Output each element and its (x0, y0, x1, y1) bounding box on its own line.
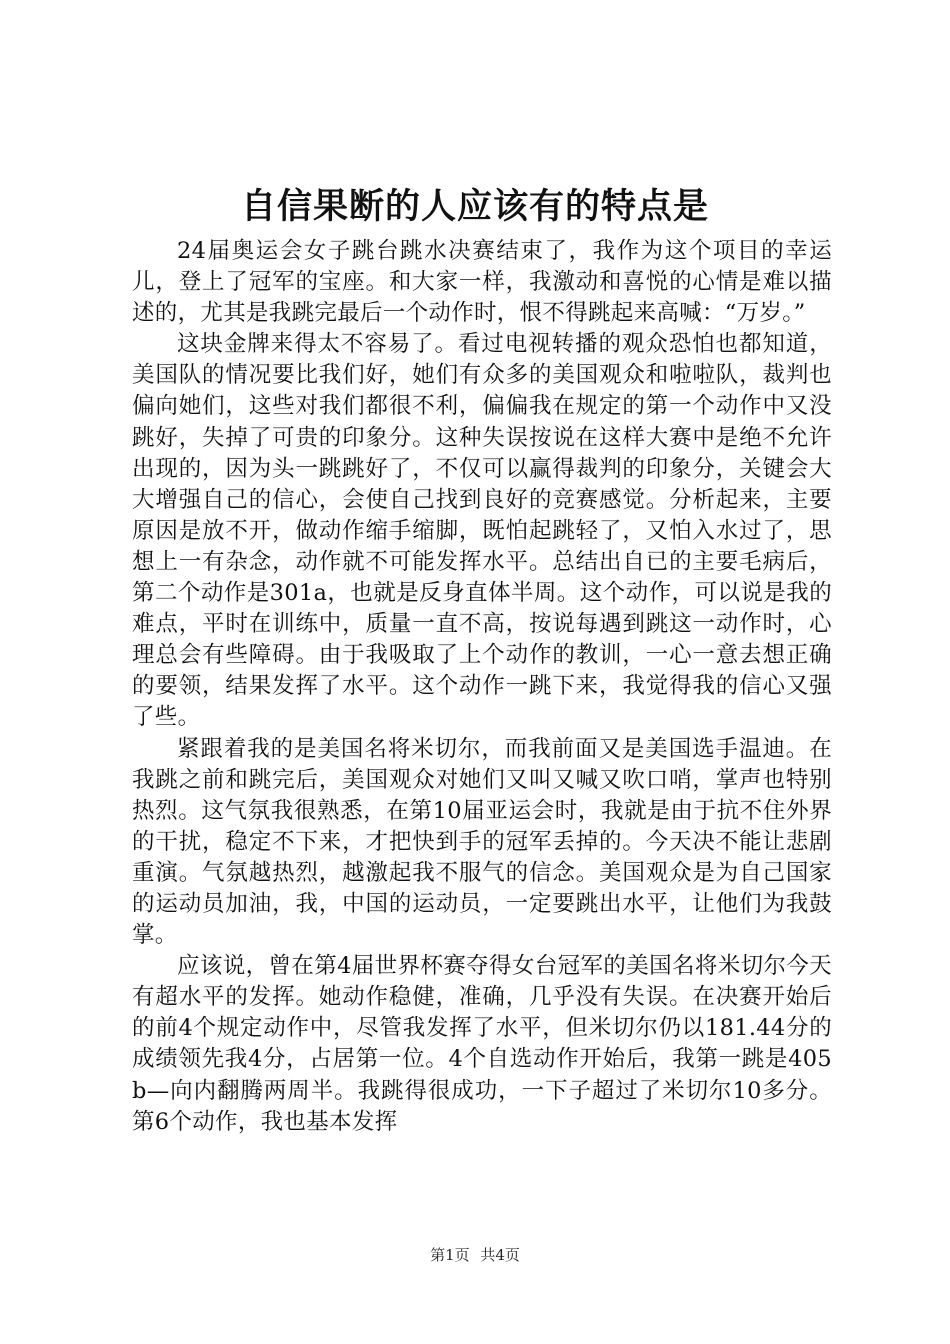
paragraph: 24届奥运会女子跳台跳水决赛结束了，我作为这个项目的幸运儿，登上了冠军的宝座。和大家一样，我激动和喜悦的心情是难以描述的，尤其是我跳完最后一个动作时，恨不得跳起来高喊：“万岁。” (132, 238, 832, 327)
paragraph: 应该说，曾在第4届世界杯赛夺得女台冠军的美国名将米切尔今天有超水平的发挥。她动作稳健，准确，几乎没有失误。在决赛开始后的前4个规定动作中，尽管我发挥了水平，但米切尔仍以181.44分的成绩领先我4分，占居第一位。4个自选动作开始后，我第一跳是405b—向内翻腾两周半。我跳得很成功，一下子超过了米切尔10多分。第6个动作，我也基本发挥 (132, 953, 832, 1135)
page-total: 共4页 (480, 1246, 520, 1264)
page-number: 第1页 (430, 1246, 470, 1264)
document-body (132, 236, 832, 1138)
paragraph: 紧跟着我的是美国名将米切尔，而我前面又是美国选手温迪。在我跳之前和跳完后，美国观众对她们又叫又喊又吹口哨，掌声也特别热烈。这气氛我很熟悉，在第10届亚运会时，我就是由于抗不住外界的干扰，稳定不下来，才把快到手的冠军丢掉的。今天决不能让悲剧重演。气氛越热烈，越激起我不服气的信念。美国观众是为自己国家的运动员加油，我，中国的运动员，一定要跳出水平，让他们为我鼓掌。 (132, 735, 832, 949)
document-title: 自信果断的人应该有的特点是 (240, 187, 709, 227)
paragraph: 这块金牌来得太不容易了。看过电视转播的观众恐怕也都知道，美国队的情况要比我们好，她们有众多的美国观众和啦啦队，裁判也偏向她们，这些对我们都很不利，偏偏我在规定的第一个动作中又没跳好，失掉了可贵的印象分。这种失误按说在这样大赛中是绝不允许出现的，因为头一跳跳好了，不仅可以赢得裁判的印象分，关键会大大增强自己的信心，会使自己找到良好的竞赛感觉。分析起来，主要原因是放不开，做动作缩手缩脚，既怕起跳轻了，又怕入水过了，思想上一有杂念，动作就不可能发挥水平。总结出自已的主要毛病后，第二个动作是301a，也就是反身直体半周。这个动作，可以说是我的难点，平时在训练中，质量一直不高，按说每遇到跳这一动作时，心理总会有些障碍。由于我吸取了上个动作的教训，一心一意去想正确的要领，结果发挥了水平。这个动作一跳下来，我觉得我的信心又强了些。 (132, 331, 832, 731)
page-footer (0, 1245, 950, 1265)
